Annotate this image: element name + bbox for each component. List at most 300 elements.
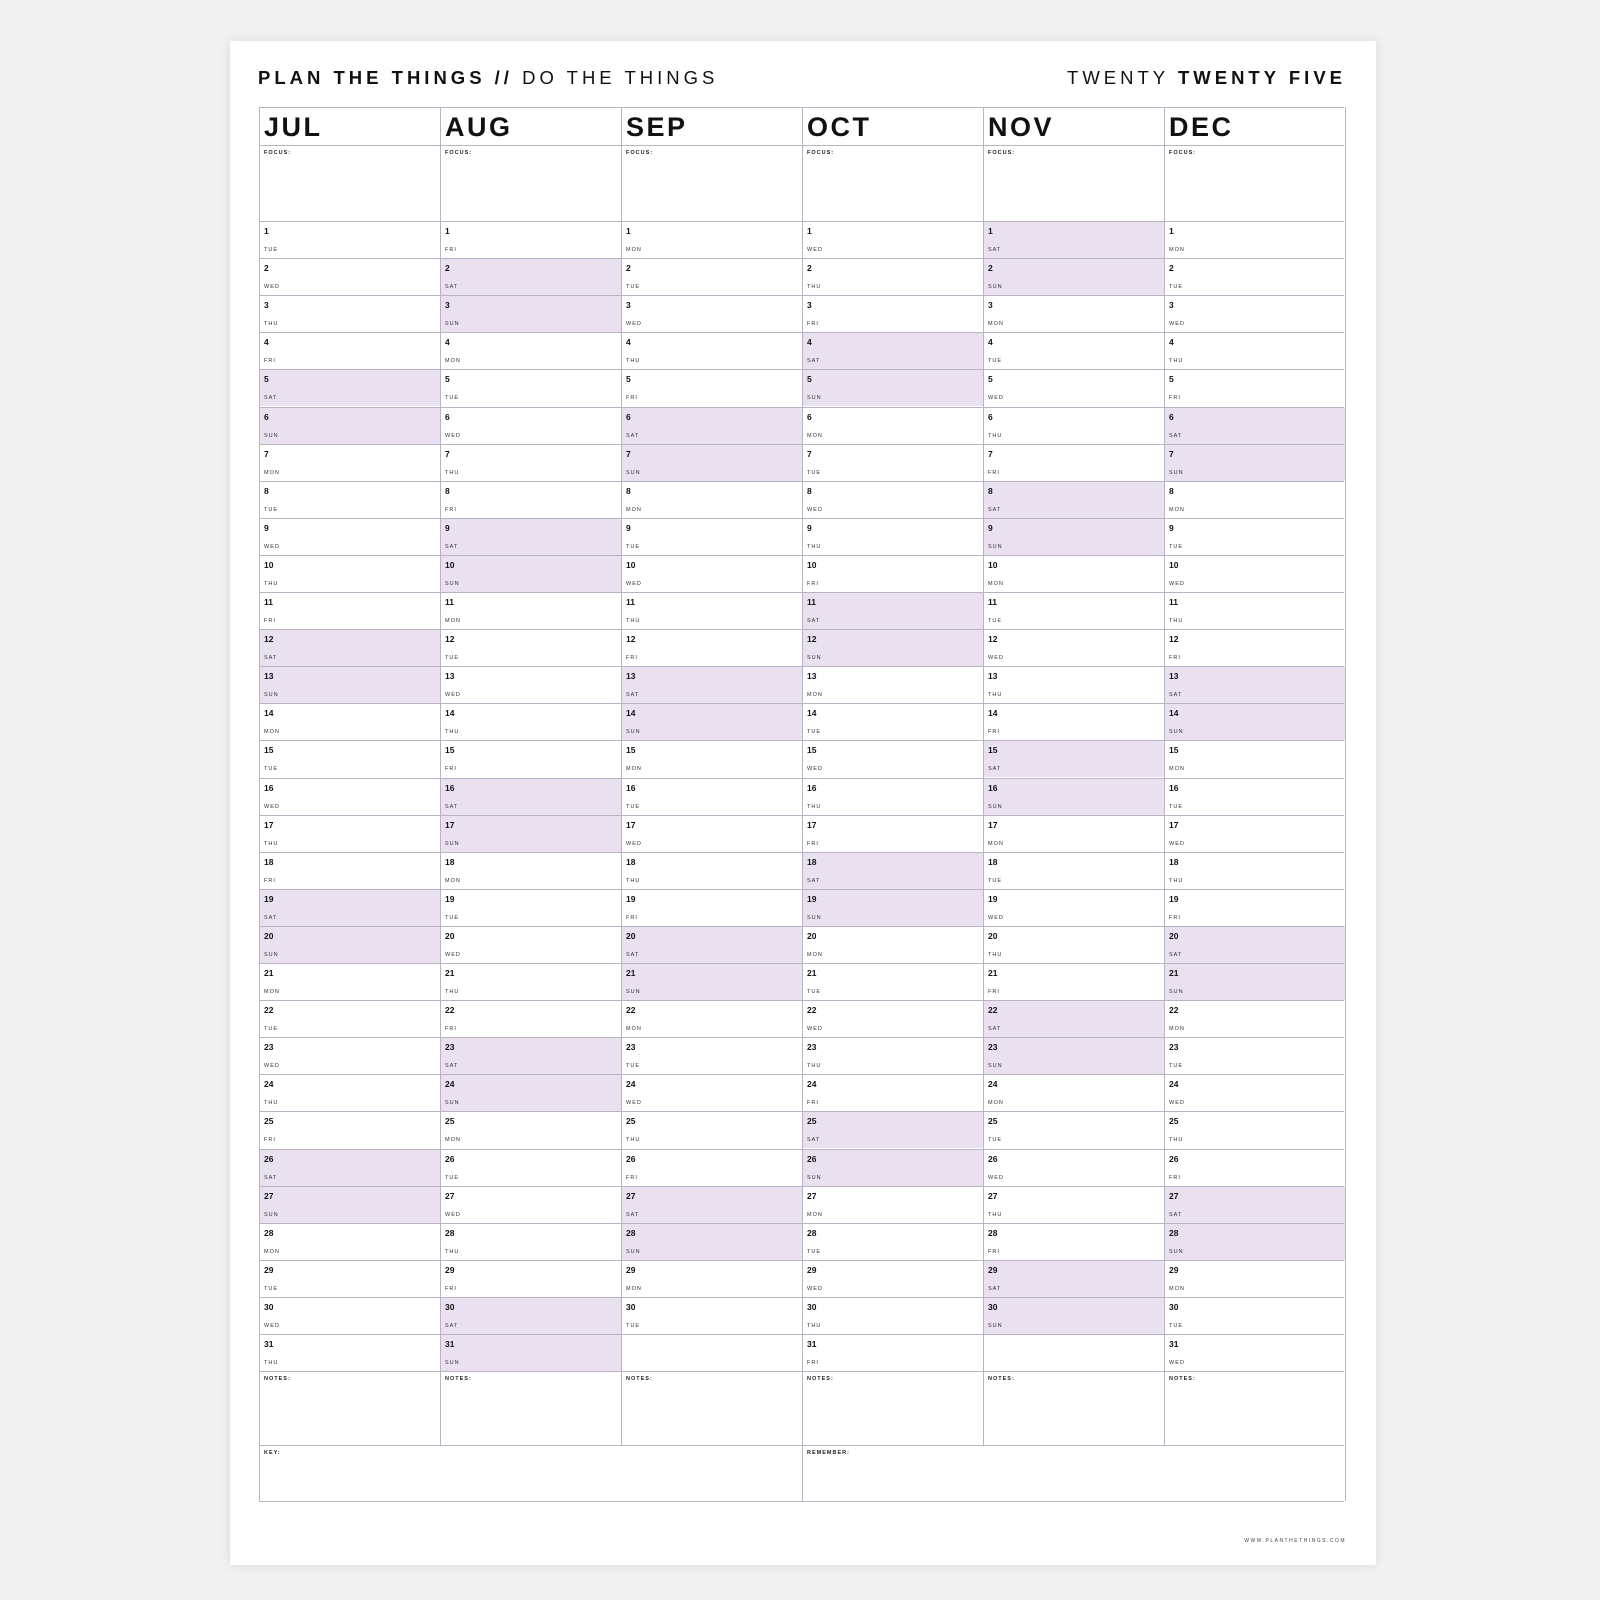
weekday-label: SAT	[807, 618, 821, 624]
weekday-label: MON	[807, 692, 823, 699]
day-number: 9	[1169, 522, 1174, 533]
day-cell[interactable]	[440, 1111, 621, 1148]
key-box[interactable]	[259, 1445, 802, 1501]
day-number: 15	[1169, 745, 1179, 756]
notes-box[interactable]	[983, 1371, 1164, 1445]
day-cell[interactable]	[1164, 703, 1345, 740]
day-cell[interactable]	[983, 852, 1164, 889]
weekday-label: MON	[1169, 766, 1185, 773]
day-cell[interactable]	[983, 592, 1164, 629]
weekday-label: TUE	[264, 506, 278, 513]
day-cell[interactable]	[983, 518, 1164, 555]
day-number: 5	[1169, 374, 1174, 385]
day-cell[interactable]	[802, 1186, 983, 1223]
focus-box[interactable]	[259, 145, 440, 221]
day-cell[interactable]	[440, 815, 621, 852]
day-cell[interactable]	[1164, 407, 1345, 444]
focus-box[interactable]	[440, 145, 621, 221]
day-number: 15	[445, 745, 455, 756]
day-cell[interactable]	[259, 1260, 440, 1297]
day-cell[interactable]	[259, 555, 440, 592]
weekday-label: TUE	[626, 803, 640, 810]
day-cell[interactable]	[621, 889, 802, 926]
day-cell[interactable]	[440, 369, 621, 406]
day-cell[interactable]	[259, 703, 440, 740]
day-cell[interactable]	[621, 1074, 802, 1111]
weekday-label: TUE	[1169, 543, 1183, 550]
day-cell[interactable]	[802, 1111, 983, 1148]
weekday-label: THU	[626, 618, 641, 624]
day-cell[interactable]	[802, 629, 983, 666]
day-cell[interactable]	[802, 1297, 983, 1334]
day-cell[interactable]	[802, 481, 983, 518]
day-number: 30	[1169, 1301, 1179, 1312]
day-cell[interactable]	[1164, 1149, 1345, 1186]
day-cell[interactable]	[621, 778, 802, 815]
day-cell[interactable]	[440, 666, 621, 703]
day-cell[interactable]	[621, 221, 802, 258]
day-number: 23	[626, 1042, 636, 1053]
day-cell[interactable]	[440, 295, 621, 332]
weekday-label: TUE	[445, 655, 459, 662]
day-cell[interactable]	[802, 889, 983, 926]
focus-label: FOCUS:	[626, 150, 654, 156]
day-number: 15	[264, 745, 274, 756]
day-cell[interactable]	[621, 1037, 802, 1074]
day-cell[interactable]	[621, 1260, 802, 1297]
day-cell[interactable]	[1164, 889, 1345, 926]
weekday-label: SAT	[807, 1137, 821, 1144]
day-cell[interactable]	[1164, 481, 1345, 518]
day-cell[interactable]	[983, 1037, 1164, 1074]
day-cell[interactable]	[440, 963, 621, 1000]
notes-box[interactable]	[621, 1371, 802, 1445]
weekday-label: MON	[626, 247, 642, 253]
day-cell[interactable]	[259, 1149, 440, 1186]
day-cell[interactable]	[259, 778, 440, 815]
day-cell[interactable]	[621, 407, 802, 444]
weekday-label: SAT	[1169, 692, 1183, 699]
weekday-label: TUE	[264, 1285, 278, 1292]
weekday-label: WED	[988, 914, 1004, 921]
day-number: 22	[626, 1005, 636, 1016]
remember-label: REMEMBER:	[807, 1450, 850, 1457]
day-cell[interactable]	[1164, 592, 1345, 629]
day-cell[interactable]	[1164, 258, 1345, 295]
day-cell[interactable]	[1164, 815, 1345, 852]
weekday-label: THU	[445, 1248, 460, 1255]
day-cell[interactable]	[259, 852, 440, 889]
day-cell[interactable]	[440, 1334, 621, 1371]
day-cell[interactable]	[621, 1186, 802, 1223]
day-cell[interactable]	[621, 555, 802, 592]
day-cell[interactable]	[621, 629, 802, 666]
day-cell[interactable]	[259, 1037, 440, 1074]
grid-line-vertical	[983, 107, 984, 1445]
day-cell[interactable]	[983, 258, 1164, 295]
day-cell[interactable]	[259, 1223, 440, 1260]
day-cell[interactable]	[983, 1223, 1164, 1260]
day-cell[interactable]	[259, 1111, 440, 1148]
day-cell[interactable]	[1164, 295, 1345, 332]
day-cell[interactable]	[259, 1186, 440, 1223]
day-cell[interactable]	[440, 852, 621, 889]
day-cell[interactable]	[983, 444, 1164, 481]
day-number: 16	[1169, 782, 1179, 793]
day-cell[interactable]	[983, 369, 1164, 406]
day-number: 20	[445, 930, 455, 941]
day-cell[interactable]	[1164, 1297, 1345, 1334]
day-cell[interactable]	[621, 852, 802, 889]
day-number: 13	[264, 671, 274, 682]
day-cell[interactable]	[621, 740, 802, 777]
day-number: 27	[445, 1190, 455, 1201]
day-cell[interactable]	[983, 1149, 1164, 1186]
day-cell[interactable]	[802, 258, 983, 295]
weekday-label: FRI	[807, 580, 819, 587]
day-cell[interactable]	[621, 332, 802, 369]
day-cell[interactable]	[440, 1037, 621, 1074]
day-cell[interactable]	[440, 332, 621, 369]
day-number: 13	[445, 671, 455, 682]
day-cell[interactable]	[440, 555, 621, 592]
day-cell[interactable]	[983, 1260, 1164, 1297]
day-number: 10	[807, 559, 817, 570]
day-number: 24	[988, 1079, 998, 1090]
day-cell[interactable]	[983, 963, 1164, 1000]
day-cell[interactable]	[440, 444, 621, 481]
day-cell[interactable]	[802, 778, 983, 815]
focus-box[interactable]	[983, 145, 1164, 221]
day-cell[interactable]	[440, 889, 621, 926]
day-cell[interactable]	[983, 703, 1164, 740]
day-cell[interactable]	[983, 1074, 1164, 1111]
day-cell[interactable]	[621, 295, 802, 332]
day-cell[interactable]	[621, 926, 802, 963]
day-cell[interactable]	[1164, 1111, 1345, 1148]
day-cell[interactable]	[802, 852, 983, 889]
day-cell[interactable]	[440, 740, 621, 777]
day-number: 1	[988, 226, 993, 236]
day-cell[interactable]	[802, 926, 983, 963]
day-number: 7	[807, 448, 812, 459]
day-number: 17	[988, 819, 998, 830]
day-cell[interactable]	[983, 666, 1164, 703]
day-cell[interactable]	[802, 1149, 983, 1186]
day-number: 26	[988, 1153, 998, 1164]
day-number: 2	[445, 263, 450, 274]
day-cell[interactable]	[802, 444, 983, 481]
day-cell[interactable]	[1164, 740, 1345, 777]
day-number: 24	[1169, 1079, 1179, 1090]
day-number: 29	[807, 1264, 817, 1275]
day-cell[interactable]	[440, 518, 621, 555]
day-cell[interactable]	[802, 1000, 983, 1037]
day-cell[interactable]	[440, 1260, 621, 1297]
day-cell[interactable]	[802, 740, 983, 777]
day-cell[interactable]	[621, 963, 802, 1000]
day-cell[interactable]	[259, 815, 440, 852]
day-cell[interactable]	[1164, 332, 1345, 369]
day-cell[interactable]	[983, 629, 1164, 666]
day-cell[interactable]	[259, 1074, 440, 1111]
month-column-nov	[983, 107, 1164, 1501]
day-number: 8	[988, 485, 993, 496]
day-cell[interactable]	[259, 889, 440, 926]
day-number: 9	[264, 522, 269, 533]
day-cell[interactable]	[1164, 926, 1345, 963]
day-number: 9	[626, 522, 631, 533]
day-number: 18	[988, 856, 998, 867]
day-cell[interactable]	[983, 1000, 1164, 1037]
focus-box[interactable]	[802, 145, 983, 221]
weekday-label: SAT	[626, 951, 640, 958]
day-cell[interactable]	[802, 221, 983, 258]
day-number: 21	[988, 968, 998, 978]
day-cell[interactable]	[621, 703, 802, 740]
weekday-label: SUN	[1169, 1248, 1184, 1255]
day-number: 18	[445, 856, 455, 867]
day-cell[interactable]	[621, 1297, 802, 1334]
weekday-label: THU	[807, 543, 822, 550]
day-number: 16	[807, 782, 817, 793]
weekday-label: FRI	[264, 877, 276, 884]
day-cell[interactable]	[259, 444, 440, 481]
day-cell[interactable]	[1164, 1000, 1345, 1037]
day-cell[interactable]	[1164, 221, 1345, 258]
day-cell[interactable]	[802, 295, 983, 332]
day-cell[interactable]	[983, 555, 1164, 592]
focus-box[interactable]	[1164, 145, 1345, 221]
weekday-label: SAT	[807, 877, 821, 884]
day-cell[interactable]	[440, 221, 621, 258]
day-cell[interactable]	[1164, 629, 1345, 666]
day-cell[interactable]	[259, 481, 440, 518]
day-cell[interactable]	[1164, 555, 1345, 592]
weekday-label: WED	[626, 580, 642, 587]
day-cell[interactable]	[1164, 444, 1345, 481]
weekday-label: SAT	[445, 1322, 459, 1329]
day-cell[interactable]	[259, 740, 440, 777]
day-cell[interactable]	[440, 258, 621, 295]
day-cell[interactable]	[983, 295, 1164, 332]
day-cell[interactable]	[983, 740, 1164, 777]
day-cell[interactable]	[1164, 1037, 1345, 1074]
day-cell[interactable]	[440, 778, 621, 815]
day-number: 19	[807, 893, 817, 904]
day-cell[interactable]	[983, 481, 1164, 518]
day-cell[interactable]	[440, 1149, 621, 1186]
day-number: 1	[264, 226, 269, 236]
day-cell[interactable]	[259, 518, 440, 555]
day-cell[interactable]	[1164, 1334, 1345, 1371]
day-number: 27	[1169, 1190, 1179, 1201]
day-cell[interactable]	[259, 926, 440, 963]
day-cell[interactable]	[802, 592, 983, 629]
month-column-jul	[259, 107, 440, 1501]
weekday-label: TUE	[445, 914, 459, 921]
day-cell[interactable]	[440, 1297, 621, 1334]
day-cell[interactable]	[621, 1111, 802, 1148]
day-cell[interactable]	[802, 518, 983, 555]
day-cell[interactable]	[259, 592, 440, 629]
day-cell[interactable]	[1164, 1223, 1345, 1260]
day-cell[interactable]	[983, 1297, 1164, 1334]
day-number: 5	[264, 374, 269, 385]
day-cell[interactable]	[259, 332, 440, 369]
day-cell[interactable]	[440, 629, 621, 666]
notes-box[interactable]	[802, 1371, 983, 1445]
day-cell[interactable]	[802, 332, 983, 369]
day-number: 25	[988, 1116, 998, 1127]
day-cell[interactable]	[621, 1000, 802, 1037]
day-cell[interactable]	[259, 369, 440, 406]
focus-box[interactable]	[621, 145, 802, 221]
day-number: 14	[807, 708, 817, 719]
day-number: 18	[626, 856, 636, 867]
notes-label: NOTES:	[1169, 1376, 1196, 1383]
day-cell[interactable]	[802, 666, 983, 703]
day-cell[interactable]	[1164, 369, 1345, 406]
day-cell[interactable]	[440, 1000, 621, 1037]
day-number: 10	[264, 559, 274, 570]
day-cell[interactable]	[440, 1074, 621, 1111]
weekday-label: SUN	[988, 284, 1003, 291]
day-number: 5	[626, 374, 631, 385]
weekday-label: THU	[445, 989, 460, 995]
weekday-label: TUE	[988, 877, 1002, 884]
grid-line-vertical	[440, 107, 441, 1445]
day-cell[interactable]	[259, 963, 440, 1000]
day-cell[interactable]	[983, 926, 1164, 963]
day-cell[interactable]	[440, 926, 621, 963]
day-cell[interactable]	[259, 1297, 440, 1334]
day-cell[interactable]	[259, 1000, 440, 1037]
day-cell[interactable]	[983, 778, 1164, 815]
day-cell[interactable]	[983, 221, 1164, 258]
day-cell[interactable]	[621, 592, 802, 629]
day-cell[interactable]	[1164, 666, 1345, 703]
day-cell[interactable]	[440, 703, 621, 740]
day-cell[interactable]	[621, 815, 802, 852]
day-cell[interactable]	[440, 1223, 621, 1260]
day-cell[interactable]	[621, 258, 802, 295]
notes-box[interactable]	[440, 1371, 621, 1445]
weekday-label: WED	[1169, 1100, 1185, 1107]
day-cell[interactable]	[259, 1334, 440, 1371]
day-cell[interactable]	[621, 369, 802, 406]
day-cell[interactable]	[802, 407, 983, 444]
day-number: 11	[626, 597, 635, 607]
day-cell[interactable]	[802, 1223, 983, 1260]
day-number: 4	[807, 337, 812, 348]
day-number: 7	[988, 448, 993, 459]
notes-box[interactable]	[1164, 1371, 1345, 1445]
day-cell[interactable]	[802, 555, 983, 592]
day-number: 21	[264, 968, 274, 978]
weekday-label: TUE	[626, 284, 640, 291]
day-cell[interactable]	[259, 629, 440, 666]
day-cell[interactable]	[802, 1260, 983, 1297]
day-number: 7	[1169, 448, 1174, 459]
day-cell[interactable]	[802, 1334, 983, 1371]
day-number: 1	[626, 226, 631, 236]
day-cell[interactable]	[802, 1037, 983, 1074]
day-cell[interactable]	[440, 407, 621, 444]
day-cell[interactable]	[1164, 852, 1345, 889]
day-number: 3	[626, 300, 631, 311]
day-cell[interactable]	[259, 407, 440, 444]
day-number: 3	[807, 300, 812, 311]
day-cell[interactable]	[440, 592, 621, 629]
day-cell[interactable]	[259, 258, 440, 295]
weekday-label: SAT	[988, 1285, 1002, 1292]
day-cell[interactable]	[440, 481, 621, 518]
day-cell[interactable]	[621, 1149, 802, 1186]
day-cell[interactable]	[259, 221, 440, 258]
weekday-label: SUN	[988, 1322, 1003, 1329]
day-cell[interactable]	[1164, 1260, 1345, 1297]
weekday-label: MON	[1169, 506, 1185, 513]
weekday-label: FRI	[1169, 655, 1181, 662]
footer-url: WWW.PLANTHETHINGS.COM	[1244, 1538, 1346, 1544]
weekday-label: WED	[264, 1063, 280, 1070]
weekday-label: SAT	[264, 1174, 278, 1181]
notes-box[interactable]	[259, 1371, 440, 1445]
day-cell[interactable]	[983, 332, 1164, 369]
day-cell[interactable]	[1164, 778, 1345, 815]
day-number: 26	[1169, 1153, 1179, 1164]
day-cell[interactable]	[802, 815, 983, 852]
day-cell[interactable]	[802, 963, 983, 1000]
day-number: 27	[988, 1190, 998, 1201]
weekday-label: MON	[445, 358, 461, 365]
day-number: 21	[807, 968, 817, 978]
day-cell[interactable]	[1164, 518, 1345, 555]
day-cell[interactable]	[621, 518, 802, 555]
day-cell[interactable]	[621, 481, 802, 518]
weekday-label: WED	[1169, 321, 1185, 328]
day-cell[interactable]	[983, 407, 1164, 444]
day-cell[interactable]	[259, 666, 440, 703]
day-number: 8	[264, 485, 269, 496]
day-number: 13	[1169, 671, 1179, 682]
day-number: 18	[1169, 856, 1179, 867]
day-cell[interactable]	[1164, 1186, 1345, 1223]
day-cell[interactable]	[1164, 1074, 1345, 1111]
remember-box[interactable]	[802, 1445, 1345, 1501]
day-number: 1	[445, 226, 450, 236]
day-cell[interactable]	[802, 703, 983, 740]
notes-label: NOTES:	[264, 1376, 291, 1383]
day-cell[interactable]	[621, 1223, 802, 1260]
day-cell[interactable]	[440, 1186, 621, 1223]
day-cell[interactable]	[802, 1074, 983, 1111]
day-cell[interactable]	[1164, 963, 1345, 1000]
day-cell[interactable]	[983, 889, 1164, 926]
weekday-label: TUE	[626, 543, 640, 550]
day-cell[interactable]	[983, 815, 1164, 852]
weekday-label: SUN	[807, 1174, 822, 1181]
day-cell[interactable]	[983, 1111, 1164, 1148]
day-cell[interactable]	[621, 666, 802, 703]
day-cell[interactable]	[983, 1186, 1164, 1223]
day-cell[interactable]	[621, 444, 802, 481]
day-cell[interactable]	[259, 295, 440, 332]
day-number: 22	[807, 1005, 817, 1016]
weekday-label: SUN	[264, 1211, 279, 1218]
day-cell[interactable]	[802, 369, 983, 406]
